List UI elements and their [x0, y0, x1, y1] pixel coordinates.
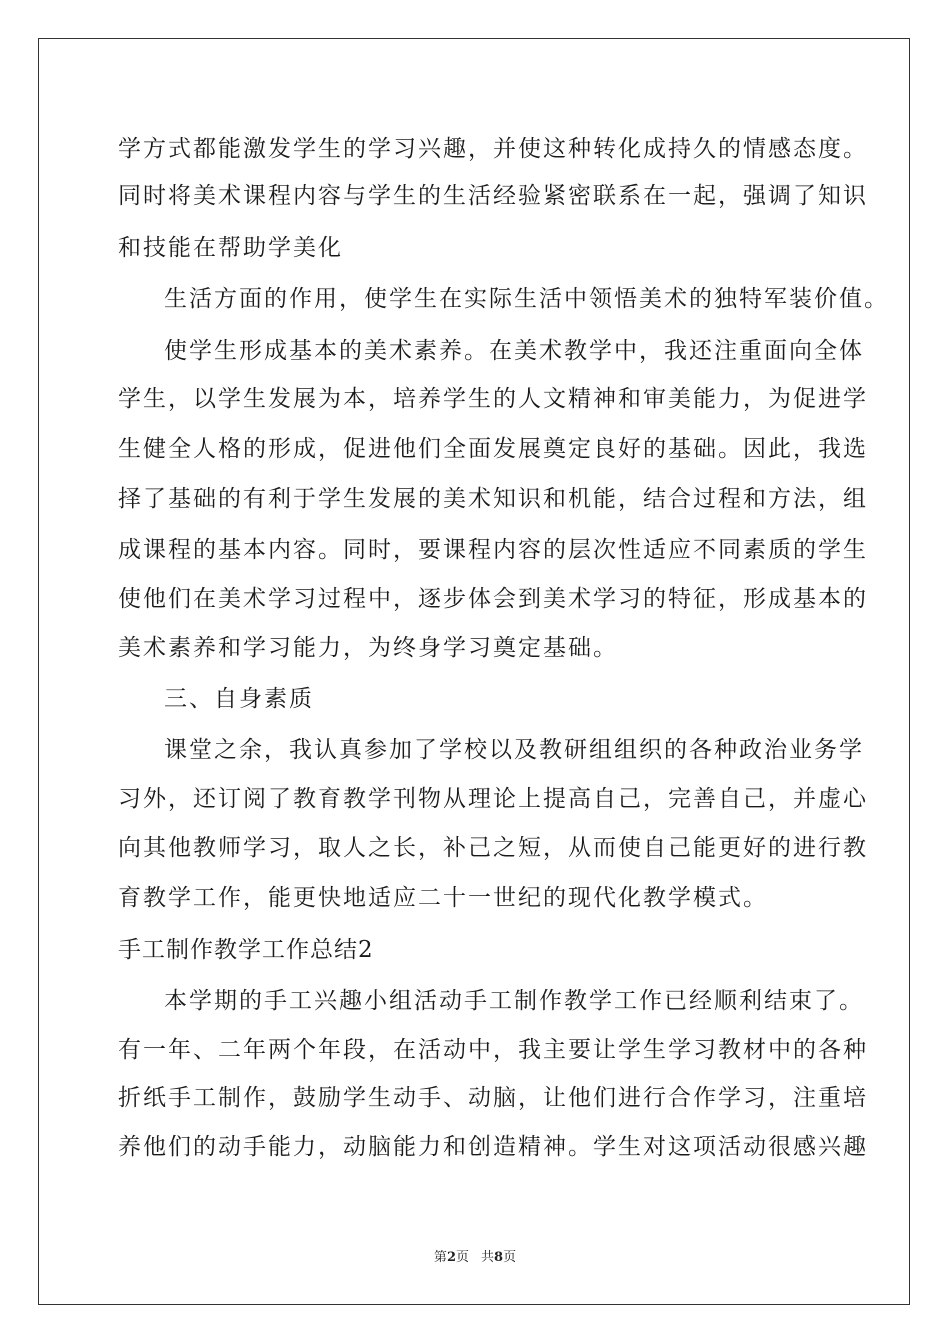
paragraph-line-1: 学方式都能激发学生的学习兴趣，并使这种转化成持久的情感态度。: [118, 136, 868, 162]
paragraph-line-9: 成课程的基本内容。同时，要课程内容的层次性适应不同素质的学生: [118, 537, 868, 563]
document-title: 手工制作教学工作总结2: [118, 937, 374, 963]
page-number: 2: [446, 1250, 456, 1265]
paragraph-line-4: 生活方面的作用，使学生在实际生活中领悟美术的独特军装价值。: [164, 286, 889, 312]
paragraph-line-18: 本学期的手工兴趣小组活动手工制作教学工作已经顺利结束了。: [164, 988, 864, 1014]
paragraph-line-11: 美术素养和学习能力，为终身学习奠定基础。: [118, 635, 618, 661]
paragraph-line-13: 课堂之余，我认真参加了学校以及教研组组织的各种政治业务学: [164, 737, 864, 763]
paragraph-line-8: 择了基础的有利于学生发展的美术知识和机能，结合过程和方法，组: [118, 486, 868, 512]
paragraph-line-19: 有一年、二年两个年段，在活动中，我主要让学生学习教材中的各种: [118, 1037, 868, 1063]
paragraph-line-21: 养他们的动手能力，动脑能力和创造精神。学生对这项活动很感兴趣: [118, 1134, 868, 1160]
paragraph-line-7: 生健全人格的形成，促进他们全面发展奠定良好的基础。因此，我选: [118, 436, 868, 462]
paragraph-line-14: 习外，还订阅了教育教学刊物从理论上提高自己，完善自己，并虚心: [118, 786, 868, 812]
total-prefix: 共: [481, 1250, 495, 1265]
page-footer: [0, 1250, 950, 1266]
paragraph-line-20: 折纸手工制作，鼓励学生动手、动脑，让他们进行合作学习，注重培: [118, 1085, 868, 1111]
paragraph-line-3: 和技能在帮助学美化: [118, 235, 343, 261]
paragraph-line-15: 向其他教师学习，取人之长，补己之短，从而使自己能更好的进行教: [118, 835, 868, 861]
page-suffix: 页: [455, 1250, 469, 1265]
page-prefix: 第: [433, 1250, 447, 1265]
paragraph-line-10: 使他们在美术学习过程中，逐步体会到美术学习的特征，形成基本的: [118, 586, 868, 612]
section-heading-self-quality: 三、自身素质: [164, 686, 314, 712]
paragraph-line-6: 学生，以学生发展为本，培养学生的人文精神和审美能力，为促进学: [118, 386, 868, 412]
page-border: [38, 38, 910, 1305]
paragraph-line-16: 育教学工作，能更快地适应二十一世纪的现代化教学模式。: [118, 885, 768, 911]
total-suffix: 页: [503, 1250, 517, 1265]
paragraph-line-5: 使学生形成基本的美术素养。在美术教学中，我还注重面向全体: [164, 338, 864, 364]
paragraph-line-2: 同时将美术课程内容与学生的生活经验紧密联系在一起，强调了知识: [118, 183, 868, 209]
total-pages: 8: [494, 1250, 504, 1265]
